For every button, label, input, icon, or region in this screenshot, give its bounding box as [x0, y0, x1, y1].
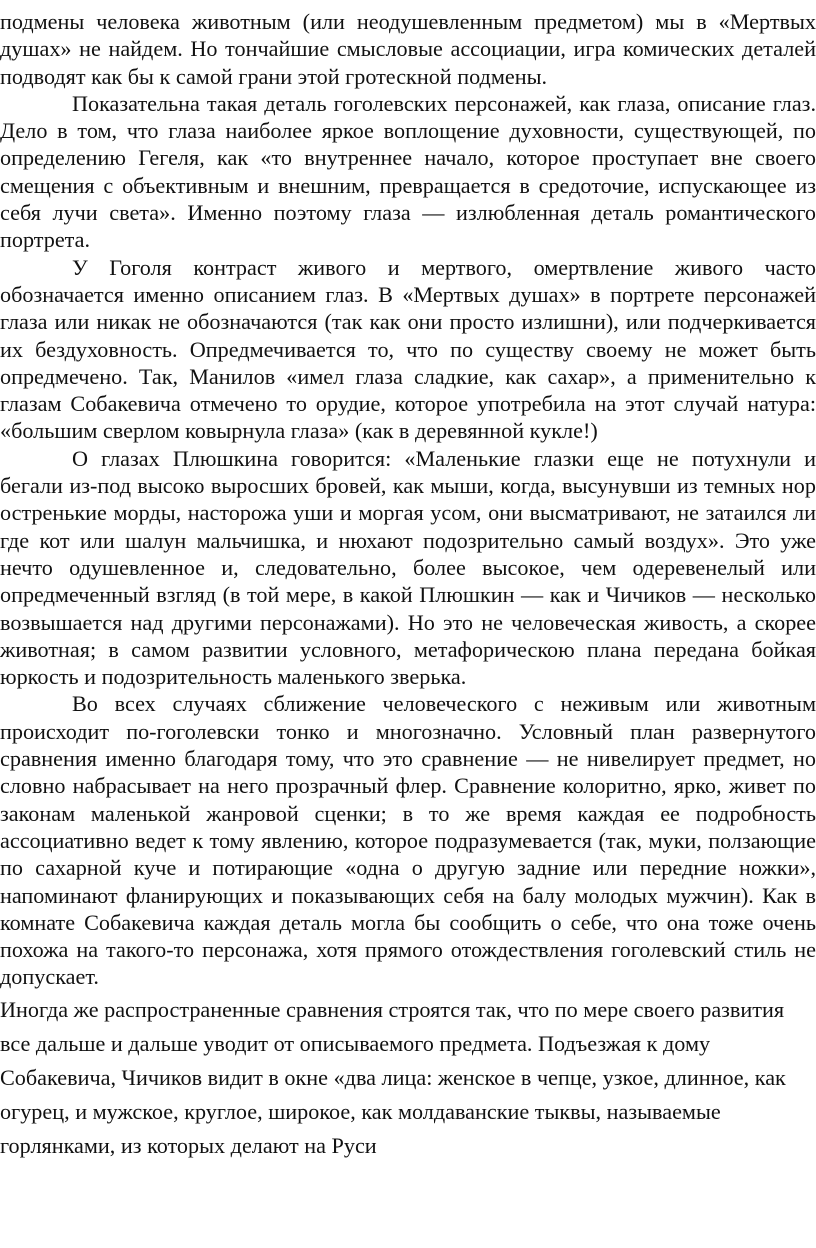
paragraph-2: Показательна такая деталь гоголевских персонажей, как глаза, описание глаз. Дело в том, что глаза наиболее яркое воплощение духовности, существующей, по определению Гегеля, как «то внутреннее начало, которое проступает вне своего смещения с объективным и внешним, превращается в средоточие, испускающее из себя лучи света». Именно поэтому глаза — излюбленная деталь романтического портрета. — [0, 90, 816, 253]
paragraph-5: Во всех случаях сближение человеческого с неживым или животным происходит по-гоголевски тонко и многозначно. Условный план развернутого сравнения именно благодаря тому, что это сравнение — не нивелирует предмет, но словно набрасывает на него прозрачный флер. Сравнение колоритно, ярко, живет по законам маленькой жанровой сценки; в то же время каждая ее подробность ассоциативно ведет к тому явлению, которое подразумевается (так, муки, ползающие по сахарной куче и потирающие «одна о другую задние или передние ножки», напоминают фланирующих и показывающих себя на балу молодых мужчин). Как в комнате Собакевича каждая деталь могла бы сообщить о себе, что она тоже очень похожа на такого-то персонажа, хотя прямого отождествления гоголевский стиль не допускает. — [0, 691, 816, 990]
paragraph-6: Иногда же распространенные сравнения строятся так, что по мере своего развития все дальше и дальше уводит от описываемого предмета. Подъезжая к дому Собакевича, Чичиков видит в окне «два лица: женское в чепце, узкое, длинное, как огурец, и мужское, круглое, широкое, как молдаванские тыквы, называемые горлянками, из которых делают на Руси — [0, 996, 786, 1158]
paragraph-1: подмены человека животным (или неодушевленным предметом) мы в «Мертвых душах» не найдем. Но тончайшие смысловые ассоциации, игра комических деталей подводят как бы к самой грани этой гротескной подмены. — [0, 9, 816, 89]
paragraph-4: О глазах Плюшкина говорится: «Маленькие глазки еще не потухнули и бегали из-под высоко выросших бровей, как мыши, когда, высунувши из темных нор остренькие морды, насторожа уши и моргая усом, они высматривают, не затаился ли где кот или шалун мальчишка, и нюхают подозрительно самый воздух». Это уже нечто одушевленное и, следовательно, более высокое, чем одеревенелый или опредмеченный взгляд (в той мере, в какой Плюшкин — как и Чичиков — несколько возвышается над другими персонажами). Но это не человеческая живость, а скорее животная; в самом развитии условного, метафорическою плана передана бойкая юркость и подозрительность маленького зверька. — [0, 445, 816, 690]
paragraph-3: У Гоголя контраст живого и мертвого, омертвление живого часто обозначается именно описанием глаз. В «Мертвых душах» в портрете персонажей глаза или никак не обозначаются (так как они просто излишни), или подчеркивается их бездуховность. Опредмечивается то, что по существу своему не может быть опредмечено. Так, Манилов «имел глаза сладкие, как сахар», а применительно к глазам Собакевича отмечено то орудие, которое употребила на этот случай натура: «большим сверлом ковырнула глаза» (как в деревянной кукле!) — [0, 254, 816, 444]
